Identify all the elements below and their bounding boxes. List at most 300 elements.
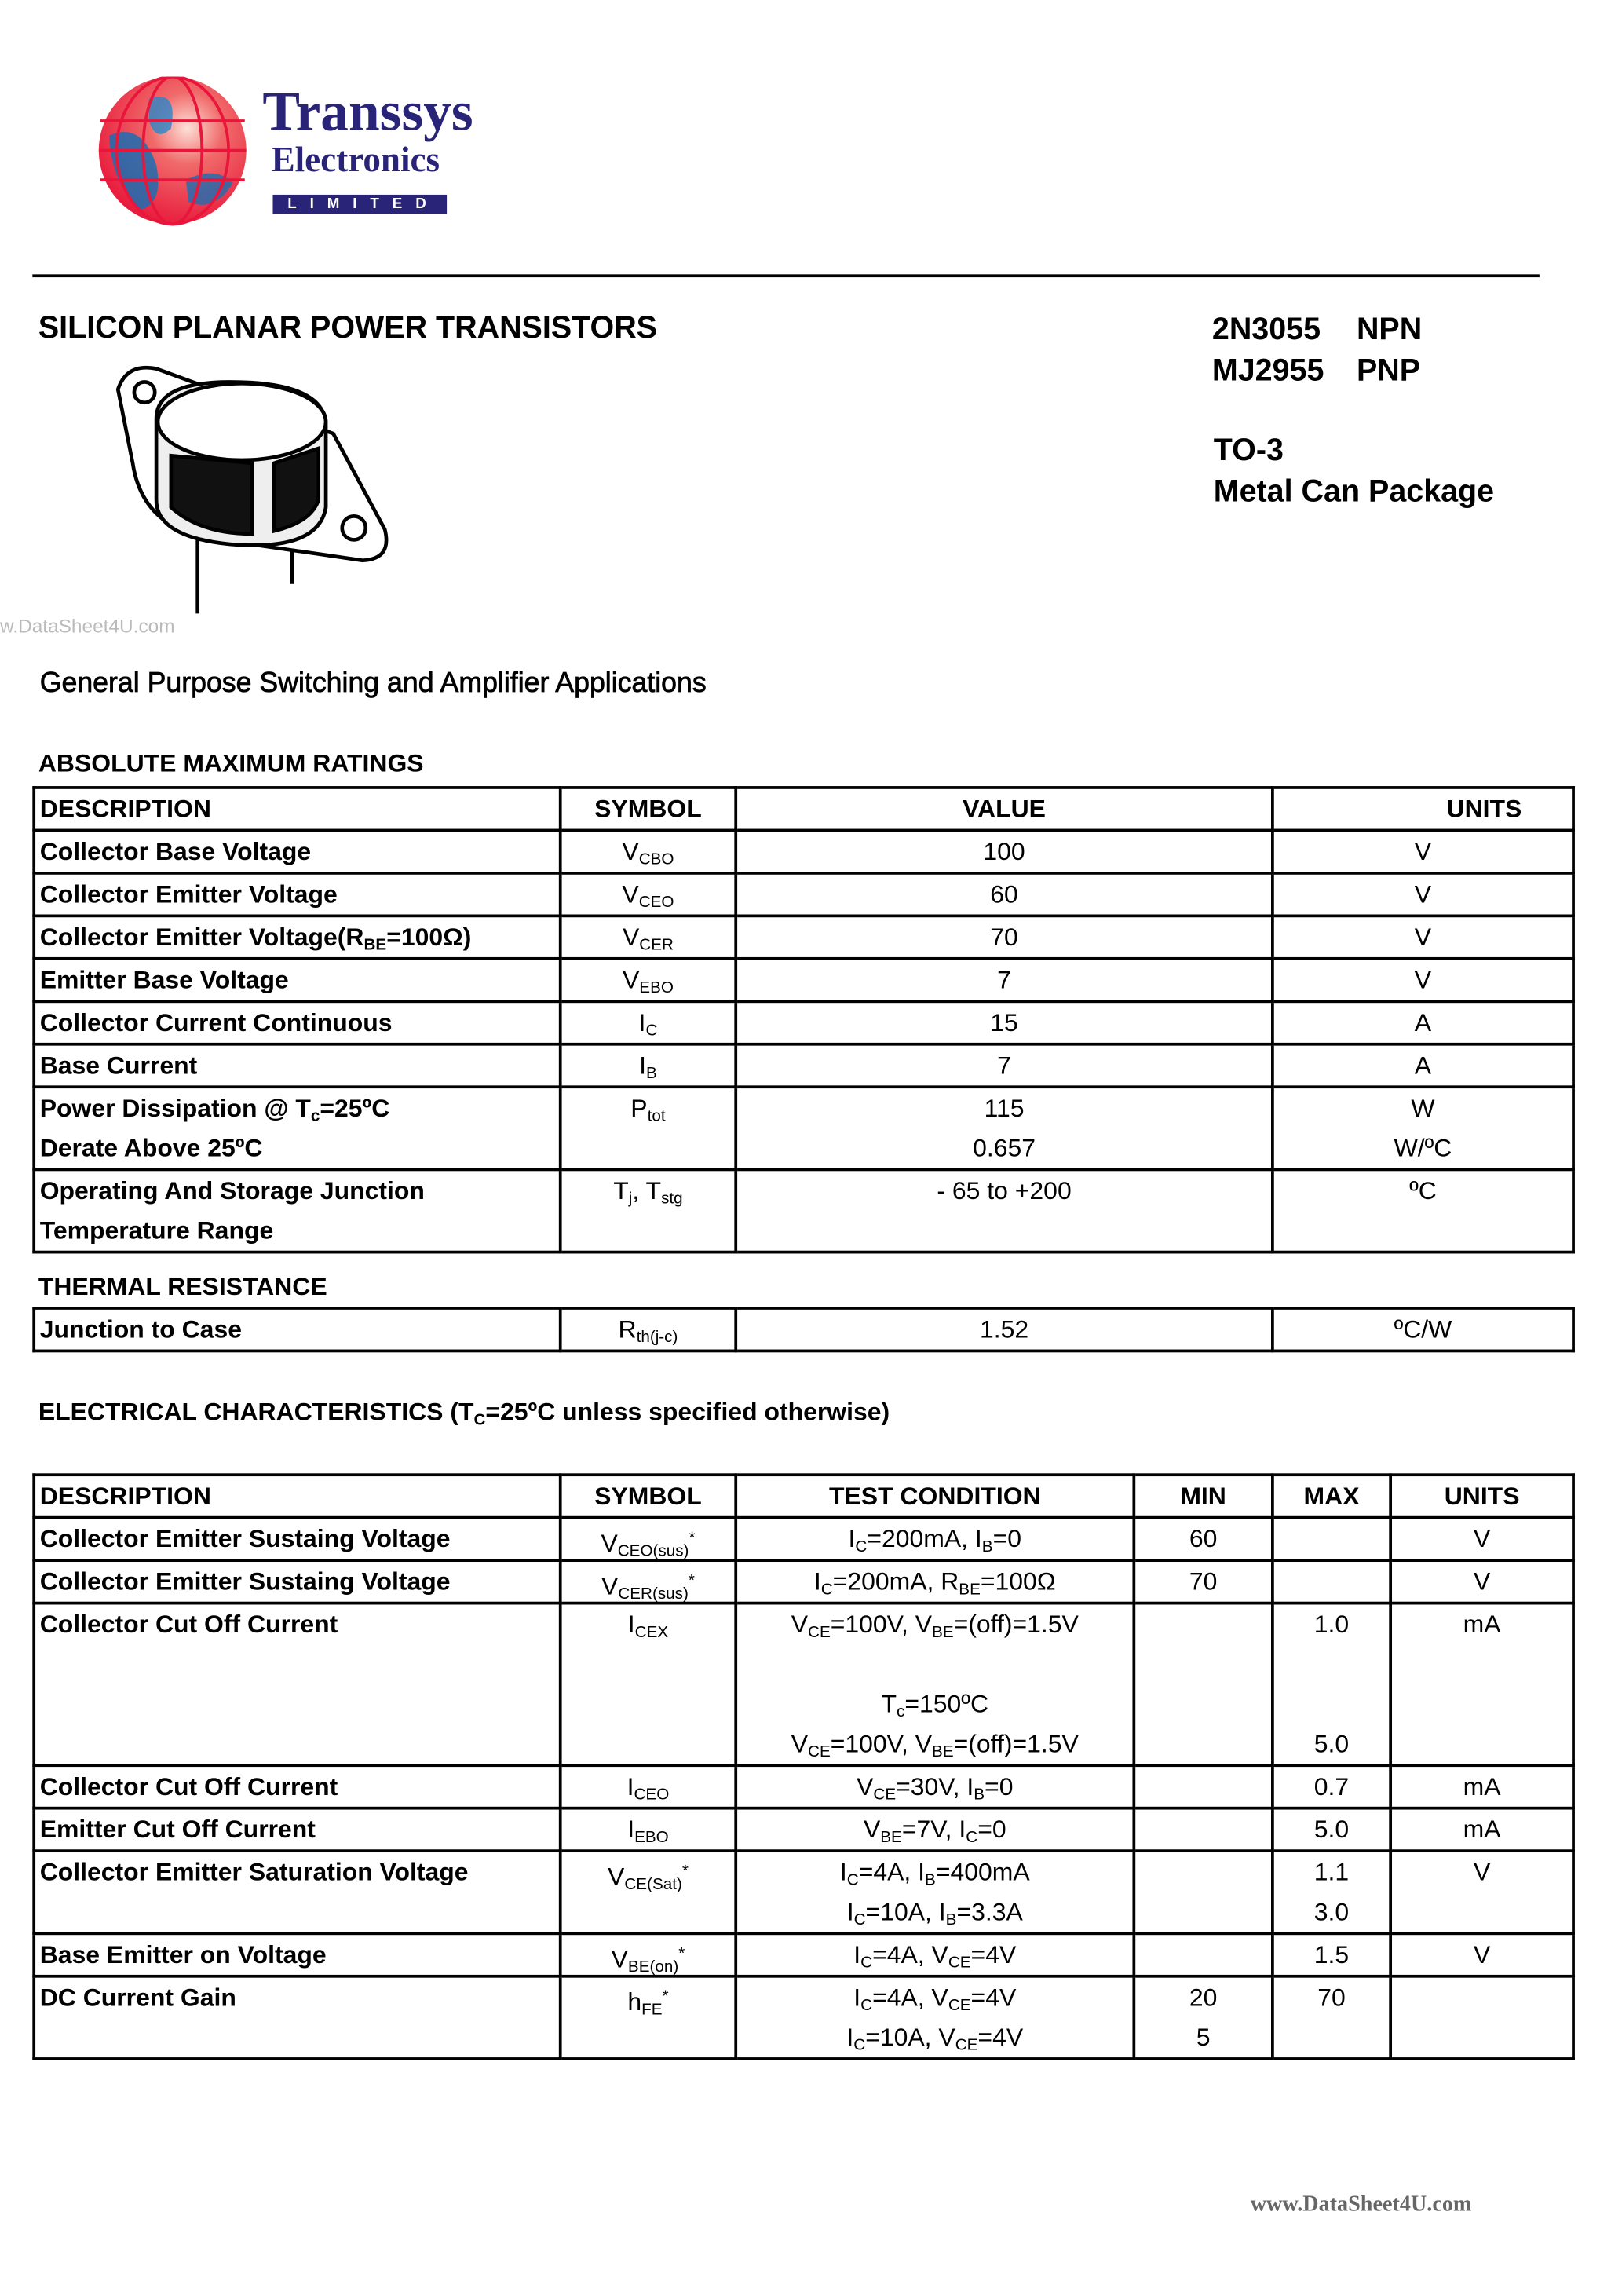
cell-line [1140, 1892, 1267, 1932]
subscript: B [925, 1871, 936, 1889]
cell-line [1140, 1852, 1267, 1892]
max-cell [1273, 1560, 1390, 1603]
cell-text: V [622, 837, 639, 866]
table-row [34, 873, 1573, 916]
cell-line [1397, 1644, 1568, 1684]
cell-line [1397, 1604, 1568, 1644]
cell-text: I [848, 1525, 856, 1553]
cell-text: Temperature Range [39, 1216, 274, 1245]
cell-line [742, 1211, 1267, 1251]
subscript: B [945, 1911, 957, 1929]
column-header [1273, 788, 1573, 830]
header-label: TEST CONDITION [828, 1482, 1041, 1511]
units-cell [1273, 873, 1573, 916]
max-cell [1273, 1933, 1390, 1976]
cell-text: R [618, 1315, 637, 1344]
column-header [1134, 1475, 1273, 1517]
cell-text: W/ºC [1394, 1134, 1452, 1163]
subscript: c [897, 1703, 905, 1721]
cell-line [1278, 1978, 1384, 2018]
test-condition-cell [736, 1808, 1134, 1851]
cell-text: I [853, 1940, 861, 1969]
subscript: CE [808, 1743, 831, 1761]
cell-line [566, 1724, 729, 1764]
header-label: MAX [1303, 1482, 1360, 1511]
header-label: UNITS [1444, 1482, 1520, 1511]
cell-text: =150ºC [904, 1690, 989, 1719]
abs-max-table [32, 786, 1575, 1253]
units-cell [1390, 1933, 1573, 1976]
cell-text: V [601, 1572, 619, 1600]
units-cell [1390, 1808, 1573, 1851]
max-cell [1273, 1851, 1390, 1933]
subscript: CEX [634, 1623, 669, 1642]
subscript: th(j-c) [636, 1329, 678, 1347]
cell-line [1278, 1003, 1567, 1043]
cell-text: =25ºC [320, 1094, 390, 1123]
cell-line [742, 1604, 1128, 1644]
cell-line [566, 960, 729, 1000]
subscript: B [646, 1065, 657, 1083]
cell-line [566, 1978, 729, 2018]
cell-line [40, 1604, 554, 1644]
column-header [736, 788, 1273, 830]
cell-line [40, 1171, 554, 1211]
cell-text: Collector Emitter Saturation Voltage [39, 1858, 469, 1887]
cell-line [1278, 917, 1567, 957]
cell-text: mA [1463, 1815, 1501, 1844]
description-cell [34, 1851, 561, 1933]
header-label: SYMBOL [594, 795, 702, 824]
cell-text: =100Ω [980, 1567, 1056, 1596]
package-desc: Metal Can Package [1213, 474, 1495, 509]
cell-text: I [813, 1567, 821, 1596]
cell-text: Collector Cut Off Current [39, 1772, 338, 1801]
subscript: EBO [634, 1828, 669, 1847]
cell-line [1278, 1724, 1384, 1764]
symbol-cell [561, 1808, 736, 1851]
cell-line [1397, 1562, 1568, 1602]
cell-line [566, 832, 729, 872]
cell-line [1140, 1519, 1267, 1559]
cell-text: 60 [990, 880, 1018, 909]
description-cell [34, 1087, 561, 1169]
cell-line [1278, 1935, 1384, 1975]
subscript: C [820, 1581, 833, 1599]
units-cell [1273, 1001, 1573, 1044]
cell-text: 70 [1189, 1567, 1218, 1596]
column-header [34, 788, 561, 830]
subscript: C [860, 1954, 873, 1972]
cell-line [566, 1046, 729, 1086]
cell-line [742, 1724, 1128, 1764]
table-row [34, 1808, 1573, 1851]
cell-text: =400mA [935, 1858, 1030, 1887]
cell-text: 7 [997, 966, 1011, 994]
subscript: B [981, 1537, 993, 1556]
description-cell [34, 1808, 561, 1851]
cell-text: 15 [990, 1008, 1018, 1037]
cell-text: 70 [990, 923, 1018, 952]
value-cell [736, 1087, 1273, 1169]
cell-line [1278, 960, 1567, 1000]
cell-line [742, 1088, 1267, 1128]
cell-line [1278, 2017, 1384, 2057]
cell-line [1397, 1684, 1568, 1724]
cell-line [1397, 1810, 1568, 1850]
cell-text: =0 [992, 1525, 1022, 1553]
value-cell [736, 1169, 1273, 1252]
cell-text: V [863, 1815, 881, 1844]
description-cell [34, 1044, 561, 1087]
subscript: C [853, 1911, 866, 1929]
cell-text: =10A, V [865, 2023, 955, 2052]
cell-text: 0.7 [1313, 1772, 1350, 1801]
subscript: CEO [634, 1786, 670, 1804]
cell-line [1140, 1810, 1267, 1850]
cell-line [1278, 832, 1567, 872]
subscript: BE(on) [627, 1958, 679, 1976]
cell-text: 20 [1189, 1983, 1218, 2012]
cell-line [566, 1810, 729, 1850]
cell-line [1140, 1724, 1267, 1764]
cell-line [566, 1003, 729, 1043]
min-cell [1134, 1518, 1273, 1560]
cell-line [566, 1852, 729, 1892]
cell-text: V [601, 1529, 618, 1558]
logo-tag: LIMITED [272, 195, 447, 214]
cell-text: =200mA, I [867, 1525, 982, 1553]
min-cell [1134, 1765, 1273, 1808]
cell-line [1140, 1767, 1267, 1807]
subscript: CE [873, 1786, 897, 1804]
cell-text: I [839, 1858, 847, 1887]
cell-line [40, 1892, 554, 1932]
superscript: * [662, 1987, 669, 2006]
cell-text: 3.0 [1313, 1898, 1350, 1926]
description-cell [34, 1560, 561, 1603]
header-label: SYMBOL [594, 1482, 702, 1511]
cell-line [1278, 1211, 1567, 1251]
symbol-cell [561, 959, 736, 1001]
cell-line [566, 875, 729, 915]
footer-watermark: www.DataSheet4U.com [1250, 2192, 1472, 2217]
cell-text: Collector Emitter Sustaing Voltage [39, 1525, 451, 1553]
header-label: MIN [1180, 1482, 1226, 1511]
units-cell [1273, 1087, 1573, 1169]
description-cell [34, 1933, 561, 1976]
cell-text: Collector Base Voltage [39, 837, 312, 866]
cell-line [742, 1128, 1267, 1168]
cell-line [742, 1046, 1267, 1086]
symbol-cell [561, 1518, 736, 1560]
cell-line [742, 1644, 1128, 1684]
test-condition-cell [736, 1518, 1134, 1560]
cell-text: V [791, 1610, 809, 1639]
cell-line [1397, 1724, 1568, 1764]
subscript: BE [363, 936, 387, 955]
cell-text: =100V, V [830, 1730, 933, 1758]
table-row [34, 1933, 1573, 1976]
units-cell [1273, 1044, 1573, 1087]
cell-text: Power Dissipation @ T [39, 1094, 311, 1123]
value-cell [736, 959, 1273, 1001]
cell-line [742, 875, 1267, 915]
subscript: CEO(sus) [617, 1542, 689, 1561]
column-header [1273, 1475, 1390, 1517]
cell-line [1278, 1562, 1384, 1602]
column-header [34, 1475, 561, 1517]
cell-text: Emitter Base Voltage [39, 966, 289, 994]
table-row [34, 959, 1573, 1001]
cell-line [40, 1310, 554, 1350]
cell-text: 1.0 [1313, 1610, 1350, 1639]
description-cell [34, 1603, 561, 1766]
cell-line [1278, 1310, 1567, 1350]
cell-text: V [1414, 837, 1432, 866]
test-condition-cell [736, 1851, 1134, 1933]
cell-line [742, 917, 1267, 957]
cell-line [1397, 1852, 1568, 1892]
value-cell [736, 1044, 1273, 1087]
description-cell [34, 1169, 561, 1252]
symbol-cell [561, 830, 736, 872]
cell-line [566, 917, 729, 957]
cell-text: V [611, 1945, 628, 1974]
cell-text: 5.0 [1313, 1815, 1350, 1844]
subscript: CE [808, 1623, 831, 1642]
cell-line [1140, 1604, 1267, 1644]
cell-line [40, 1684, 554, 1724]
cell-text: =7V, I [901, 1815, 966, 1844]
value-cell [736, 916, 1273, 958]
cell-text: I [638, 1008, 646, 1037]
symbol-cell [561, 1560, 736, 1603]
cell-line [742, 1171, 1267, 1211]
cell-text: 115 [984, 1094, 1025, 1123]
cell-line [1397, 1519, 1568, 1559]
units-cell [1390, 1518, 1573, 1560]
subscript: CE(Sat) [624, 1876, 682, 1894]
subscript: CER [639, 936, 674, 955]
max-cell [1273, 1765, 1390, 1808]
description-cell [34, 1765, 561, 1808]
cell-text: V [857, 1772, 874, 1801]
superscript: * [689, 1529, 696, 1548]
cell-text: =(off)=1.5V [953, 1730, 1079, 1758]
cell-text: =10A, I [865, 1898, 946, 1926]
cell-line [566, 1310, 729, 1350]
subscript: CEO [638, 894, 674, 912]
symbol-cell [561, 1851, 736, 1933]
cell-line [40, 1128, 554, 1168]
cell-line [742, 1767, 1128, 1807]
table-header-row [34, 1475, 1573, 1517]
cell-line [1140, 2017, 1267, 2057]
cell-line [40, 1644, 554, 1684]
cell-text: Collector Emitter Sustaing Voltage [39, 1567, 451, 1596]
units-cell [1273, 1169, 1573, 1252]
cell-line [1278, 1810, 1384, 1850]
units-cell [1273, 1308, 1573, 1351]
cell-text: V [608, 1863, 625, 1891]
description-cell [34, 1308, 561, 1351]
cell-text: =3.3A [956, 1898, 1023, 1926]
cell-text: Emitter Cut Off Current [39, 1815, 316, 1844]
cell-line [566, 1892, 729, 1932]
cell-line [40, 1935, 554, 1975]
part-list [1212, 309, 1422, 392]
table-row [34, 1001, 1573, 1044]
symbol-cell [561, 1603, 736, 1766]
cell-line [40, 1519, 554, 1559]
cell-line [566, 2017, 729, 2057]
max-cell [1273, 1808, 1390, 1851]
cell-text: V [1414, 923, 1432, 952]
cell-line [566, 1211, 729, 1251]
abs-max-heading: ABSOLUTE MAXIMUM RATINGS [38, 749, 424, 777]
cell-text: ºC/W [1394, 1315, 1452, 1344]
cell-line [566, 1088, 729, 1128]
cell-text: 1.52 [979, 1315, 1029, 1344]
cell-line [1278, 1684, 1384, 1724]
cell-line [742, 1892, 1128, 1932]
table-row [34, 916, 1573, 958]
cell-line [1140, 1562, 1267, 1602]
subscript: c [310, 1107, 320, 1126]
value-cell [736, 873, 1273, 916]
header-label: DESCRIPTION [39, 1482, 211, 1511]
cell-text: I [627, 1772, 634, 1801]
table-row [34, 1976, 1573, 2059]
heading-text: =25ºC unless specified otherwise) [485, 1398, 890, 1427]
cell-line [40, 960, 554, 1000]
cell-text: =100V, V [830, 1610, 933, 1639]
min-cell [1134, 1976, 1273, 2059]
cell-line [566, 1935, 729, 1975]
cell-line [1278, 1604, 1384, 1644]
cell-text: h [627, 1987, 642, 2016]
page-title: SILICON PLANAR POWER TRANSISTORS [38, 311, 658, 345]
cell-text: =0 [977, 1815, 1006, 1844]
cell-line [566, 1562, 729, 1602]
cell-text: DC Current Gain [39, 1983, 236, 2012]
table-row [34, 1044, 1573, 1087]
cell-text: =4V [970, 1940, 1017, 1969]
cell-line [1278, 1852, 1384, 1892]
units-cell [1390, 1851, 1573, 1933]
column-header [561, 788, 736, 830]
min-cell [1134, 1560, 1273, 1603]
test-condition-cell [736, 1933, 1134, 1976]
cell-text: 60 [1189, 1525, 1218, 1553]
symbol-cell [561, 1976, 736, 2059]
column-header [1390, 1475, 1573, 1517]
cell-text: =4V [970, 1983, 1017, 2012]
cell-text: =100Ω) [386, 923, 472, 952]
thermal-heading: THERMAL RESISTANCE [38, 1272, 327, 1301]
test-condition-cell [736, 1765, 1134, 1808]
test-condition-cell [736, 1976, 1134, 2059]
column-header [736, 1475, 1134, 1517]
symbol-cell [561, 1933, 736, 1976]
to3-package-icon [112, 360, 396, 620]
cell-text: =4A, V [872, 1983, 948, 2012]
package-info [1214, 430, 1494, 513]
subscript: BE [932, 1623, 954, 1642]
cell-text: I [627, 1610, 635, 1639]
description-cell [34, 1518, 561, 1560]
cell-line [1278, 1046, 1567, 1086]
subscript: C [860, 1997, 873, 2015]
electrical-table [32, 1473, 1575, 2060]
cell-line [742, 1562, 1128, 1602]
superscript: * [678, 1945, 685, 1963]
symbol-cell [561, 1765, 736, 1808]
cell-line [742, 1684, 1128, 1724]
thermal-table [32, 1307, 1575, 1352]
cell-text: Base Current [39, 1051, 198, 1080]
cell-line [1278, 1088, 1567, 1128]
symbol-cell [561, 1308, 736, 1351]
cell-line [1140, 1644, 1267, 1684]
superscript: * [688, 1572, 695, 1590]
cell-text: Collector Current Continuous [39, 1008, 393, 1037]
cell-line [1278, 1519, 1384, 1559]
cell-line [566, 1767, 729, 1807]
cell-text: Collector Emitter Voltage [39, 880, 338, 909]
cell-line [742, 1810, 1128, 1850]
subscript: CE [948, 1954, 971, 1972]
cell-text: ºC [1409, 1176, 1437, 1205]
heading-text: ELECTRICAL CHARACTERISTICS (T [38, 1398, 474, 1427]
cell-line [40, 1046, 554, 1086]
cell-text: I [846, 1898, 854, 1926]
cell-text: V [1473, 1940, 1491, 1969]
cell-text: - 65 to +200 [937, 1176, 1072, 1205]
cell-text: Derate Above 25ºC [39, 1134, 263, 1163]
subscript: BE [932, 1743, 954, 1761]
test-condition-cell [736, 1560, 1134, 1603]
value-cell [736, 1001, 1273, 1044]
cell-text: I [853, 1983, 861, 2012]
cell-text: 1.1 [1313, 1858, 1350, 1887]
column-header [561, 1475, 736, 1517]
max-cell [1273, 1976, 1390, 2059]
table-row [34, 1765, 1573, 1808]
cell-line [1397, 1978, 1568, 2018]
cell-line [1278, 1892, 1384, 1932]
cell-text: , T [632, 1176, 662, 1205]
cell-text: V [622, 966, 640, 994]
cell-line [1140, 1978, 1267, 2018]
header-label: VALUE [963, 795, 1046, 824]
table-row [34, 1603, 1573, 1766]
subscript: C [855, 1537, 868, 1556]
cell-line [1397, 1935, 1568, 1975]
cell-line [40, 1724, 554, 1764]
cell-text: I [627, 1815, 635, 1844]
cell-line [742, 1003, 1267, 1043]
heading-sub: C [473, 1411, 486, 1429]
subscript: CBO [638, 850, 674, 869]
cell-line [40, 1852, 554, 1892]
cell-line [40, 875, 554, 915]
subscript: CE [948, 1997, 971, 2015]
cell-text: Operating And Storage Junction [39, 1176, 425, 1205]
cell-text: Collector Emitter Voltage(R [39, 923, 364, 952]
min-cell [1134, 1808, 1273, 1851]
